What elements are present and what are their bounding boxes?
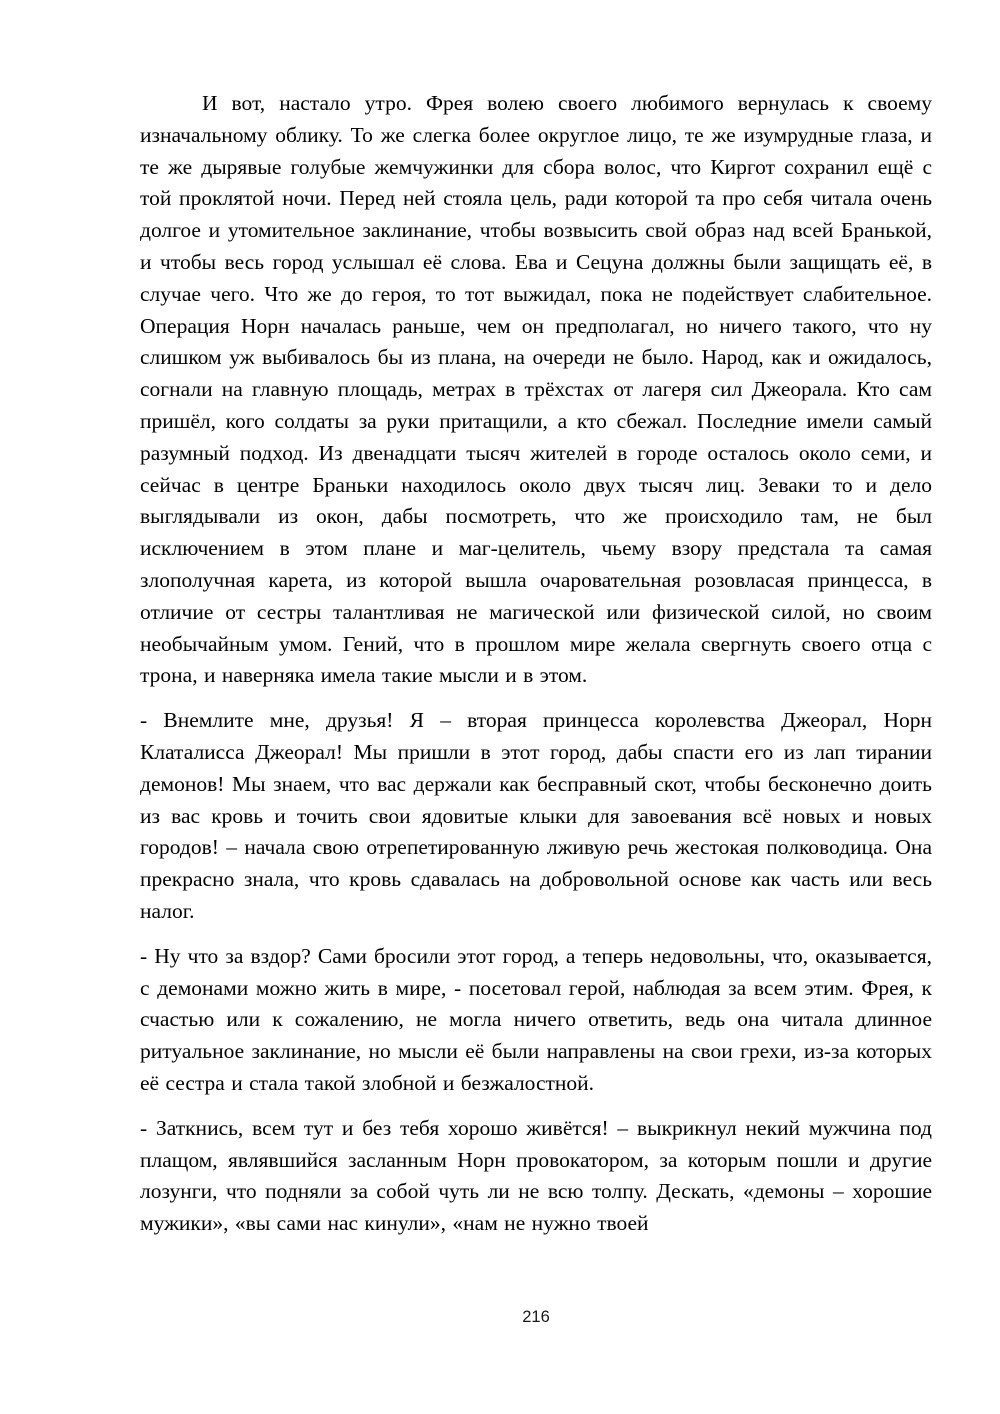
text-block — [140, 88, 932, 1253]
paragraph-dialogue-provocateur: - Заткнись, всем тут и без тебя хорошо живётся! – выкрикнул некий мужчина под плащом, являвшийся засланным Норн провокатором, за которым пошли и другие лозунги, что подняли за собой чуть ли не всю толпу. Дескать, «демоны – хорошие мужики», «вы сами нас кинули», «нам не нужно твоей — [140, 1115, 932, 1236]
paragraph-dialogue-norn: - Внемлите мне, друзья! Я – вторая принцесса королевства Джеорал, Норн Клаталисса Джеорал! Мы пришли в этот город, дабы спасти его из лап тирании демонов! Мы знаем, что вас держали как бесправный скот, чтобы бесконечно доить из вас кровь и точить свои ядовитые клыки для завоевания всё новых и новых городов! – начала свою отрепетированную лживую речь жестокая полководица. Она прекрасно знала, что кровь сдавалась на добровольной основе как часть или весь налог. — [140, 708, 932, 923]
page-footer — [140, 1308, 932, 1327]
page-number: 216 — [522, 1308, 550, 1326]
paragraph-narration: И вот, настало утро. Фрея волею своего любимого вернулась к своему изначальному облику. То же слегка более округлое лицо, те же изумрудные глаза, и те же дырявые голубые жемчужинки для сбора волос, что Киргот сохранил ещё с той проклятой ночи. Перед ней стояла цель, ради которой та про себя читала очень долгое и утомительное заклинание, чтобы возвысить свой образ над всей Бранькой, и чтобы весь город услышал её слова. Ева и Сецуна должны были защищать её, в случае чего. Что же до героя, то тот выжидал, пока не подействует слабительное. Операция Норн началась раньше, чем он предполагал, но ничего такого, что ну слишком уж выбивалось бы из плана, на очереди не было. Народ, как и ожидалось, согнали на главную площадь, метрах в трёхстах от лагеря сил Джеорала. Кто сам пришёл, кого солдаты за руки притащили, а кто сбежал. Последние имели самый разумный подход. Из двенадцати тысяч жителей в городе осталось около семи, и сейчас в центре Браньки находилось около двух тысяч лиц. Зеваки то и дело выглядывали из окон, дабы посмотреть, что же происходило там, не был исключением в этом плане и маг-целитель, чьему взору предстала та самая злополучная карета, из которой вышла очаровательная розовласая принцесса, в отличие от сестры талантливая не магической или физической силой, но своим необычайным умом. Гений, что в прошлом мире желала свергнуть своего отца с трона, и наверняка имела такие мысли и в этом. — [140, 91, 932, 688]
paragraph-dialogue-hero: - Ну что за вздор? Сами бросили этот город, а теперь недовольны, что, оказывается, с демонами можно жить в мире, - посетовал герой, наблюдая за всем этим. Фрея, к счастью или к сожалению, не могла ничего ответить, ведь она читала длинное ритуальное заклинание, но мысли её были направлены на свои грехи, из-за которых её сестра и стала такой злобной и безжалостной. — [140, 943, 932, 1095]
